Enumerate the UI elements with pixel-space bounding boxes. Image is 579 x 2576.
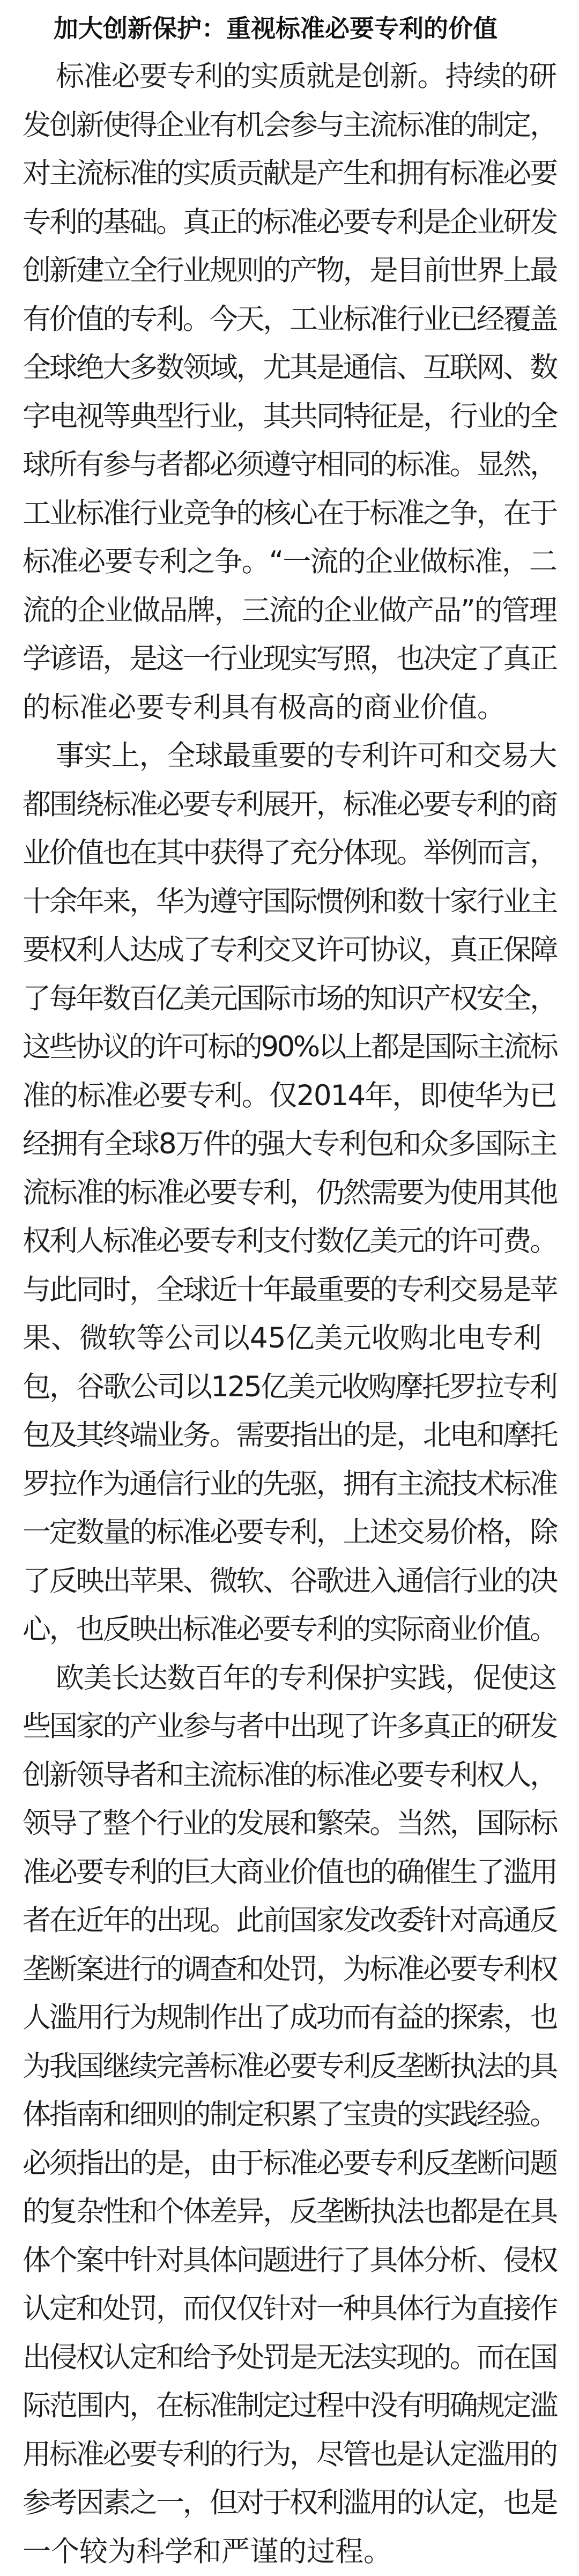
paragraph-line: 用标准必要专利的行为，尽管也是认定滥用的 bbox=[23, 2431, 556, 2479]
paragraph-line: 要权利人达成了专利交叉许可协议，真正保障 bbox=[23, 926, 556, 975]
paragraph-line: 领导了整个行业的发展和繁荣。当然，国际标 bbox=[23, 1800, 556, 1848]
paragraph-line: 流的企业做品牌，三流的企业做产品”的管理 bbox=[23, 587, 556, 635]
article-paragraph bbox=[23, 732, 556, 1654]
article-paragraph bbox=[23, 1654, 556, 2576]
article-heading: 加大创新保护：重视标准必要专利的价值 bbox=[23, 4, 556, 53]
paragraph-line: 参考因素之一，但对于权利滥用的认定，也是 bbox=[23, 2479, 556, 2528]
paragraph-line: 一个较为科学和严谨的过程。 bbox=[23, 2528, 556, 2576]
paragraph-line: 罗拉作为通信行业的先驱，拥有主流技术标准 bbox=[23, 1460, 556, 1509]
paragraph-line: 对主流标准的实质贡献是产生和拥有标准必要 bbox=[23, 150, 556, 198]
paragraph-line: 专利的基础。真正的标准必要专利是企业研发 bbox=[23, 198, 556, 247]
paragraph-line: 些国家的产业参与者中出现了许多真正的研发 bbox=[23, 1702, 556, 1751]
paragraph-line: 认定和处罚，而仅仅针对一种具体行为直接作 bbox=[23, 2285, 556, 2334]
paragraph-line: 了每年数百亿美元国际市场的知识产权安全， bbox=[23, 975, 556, 1024]
paragraph-line: 都围绕标准必要专利展开，标准必要专利的商 bbox=[23, 781, 556, 830]
paragraph-line: 心，也反映出标准必要专利的实际商业价值。 bbox=[23, 1605, 556, 1654]
paragraph-line: 了反映出苹果、微软、谷歌进入通信行业的决 bbox=[23, 1557, 556, 1606]
paragraph-line: 发创新使得企业有机会参与主流标准的制定， bbox=[23, 101, 556, 150]
paragraph-line: 十余年来，华为遵守国际惯例和数十家行业主 bbox=[23, 878, 556, 927]
paragraph-line: 准的标准必要专利。仅2014年，即使华为已 bbox=[23, 1072, 556, 1121]
paragraph-line: 者在近年的出现。此前国家发改委针对高通反 bbox=[23, 1897, 556, 1945]
paragraph-line: 创新领导者和主流标准的标准必要专利权人， bbox=[23, 1751, 556, 1800]
paragraph-line: 的标准必要专利具有极高的商业价值。 bbox=[23, 684, 556, 732]
paragraph-line: 标准必要专利之争。“一流的企业做标准，二 bbox=[23, 538, 556, 587]
article-paragraph bbox=[23, 53, 556, 732]
paragraph-line: 全球绝大多数领域，尤其是通信、互联网、数 bbox=[23, 344, 556, 393]
paragraph-line: 一定数量的标准必要专利，上述交易价格，除 bbox=[23, 1508, 556, 1557]
paragraph-line: 出侵权认定和给予处罚是无法实现的。而在国 bbox=[23, 2334, 556, 2382]
paragraph-line: 字电视等典型行业，其共同特征是，行业的全 bbox=[23, 393, 556, 441]
paragraph-line: 工业标准行业竞争的核心在于标准之争，在于 bbox=[23, 490, 556, 538]
paragraph-line: 果、微软等公司以45亿美元收购北电专利 bbox=[23, 1314, 556, 1363]
paragraph-line: 垄断案进行的调查和处罚，为标准必要专利权 bbox=[23, 1945, 556, 1994]
article-body bbox=[23, 53, 556, 2576]
paragraph-line: 球所有参与者都必须遵守相同的标准。显然， bbox=[23, 441, 556, 490]
paragraph-line: 体个案中针对具体问题进行了具体分析、侵权 bbox=[23, 2237, 556, 2285]
paragraph-line: 业价值也在其中获得了充分体现。举例而言， bbox=[23, 829, 556, 878]
paragraph-line: 权利人标准必要专利支付数亿美元的许可费。 bbox=[23, 1217, 556, 1266]
paragraph-line: 事实上，全球最重要的专利许可和交易大 bbox=[23, 732, 556, 781]
paragraph-line: 准必要专利的巨大商业价值也的确催生了滥用 bbox=[23, 1848, 556, 1897]
paragraph-line: 的复杂性和个体差异，反垄断执法也都是在具 bbox=[23, 2188, 556, 2237]
paragraph-line: 为我国继续完善标准必要专利反垄断执法的具 bbox=[23, 2042, 556, 2091]
paragraph-line: 流标准的标准必要专利，仍然需要为使用其他 bbox=[23, 1169, 556, 1218]
paragraph-line: 包，谷歌公司以125亿美元收购摩托罗拉专利 bbox=[23, 1363, 556, 1412]
paragraph-line: 际范围内，在标准制定过程中没有明确规定滥 bbox=[23, 2382, 556, 2431]
paragraph-line: 与此同时，全球近十年最重要的专利交易是苹 bbox=[23, 1266, 556, 1315]
paragraph-line: 人滥用行为规制作出了成功而有益的探索，也 bbox=[23, 1994, 556, 2042]
paragraph-line: 欧美长达数百年的专利保护实践，促使这 bbox=[23, 1654, 556, 1703]
paragraph-line: 体指南和细则的制定积累了宝贵的实践经验。 bbox=[23, 2091, 556, 2140]
paragraph-line: 这些协议的许可标的90%以上都是国际主流标 bbox=[23, 1023, 556, 1072]
paragraph-line: 经拥有全球8万件的强大专利包和众多国际主 bbox=[23, 1120, 556, 1169]
paragraph-line: 标准必要专利的实质就是创新。持续的研 bbox=[23, 53, 556, 101]
paragraph-line: 必须指出的是，由于标准必要专利反垄断问题 bbox=[23, 2140, 556, 2188]
paragraph-line: 创新建立全行业规则的产物，是目前世界上最 bbox=[23, 247, 556, 295]
paragraph-line: 包及其终端业务。需要指出的是，北电和摩托 bbox=[23, 1411, 556, 1460]
paragraph-line: 有价值的专利。今天，工业标准行业已经覆盖 bbox=[23, 295, 556, 344]
paragraph-line: 学谚语，是这一行业现实写照，也决定了真正 bbox=[23, 635, 556, 684]
